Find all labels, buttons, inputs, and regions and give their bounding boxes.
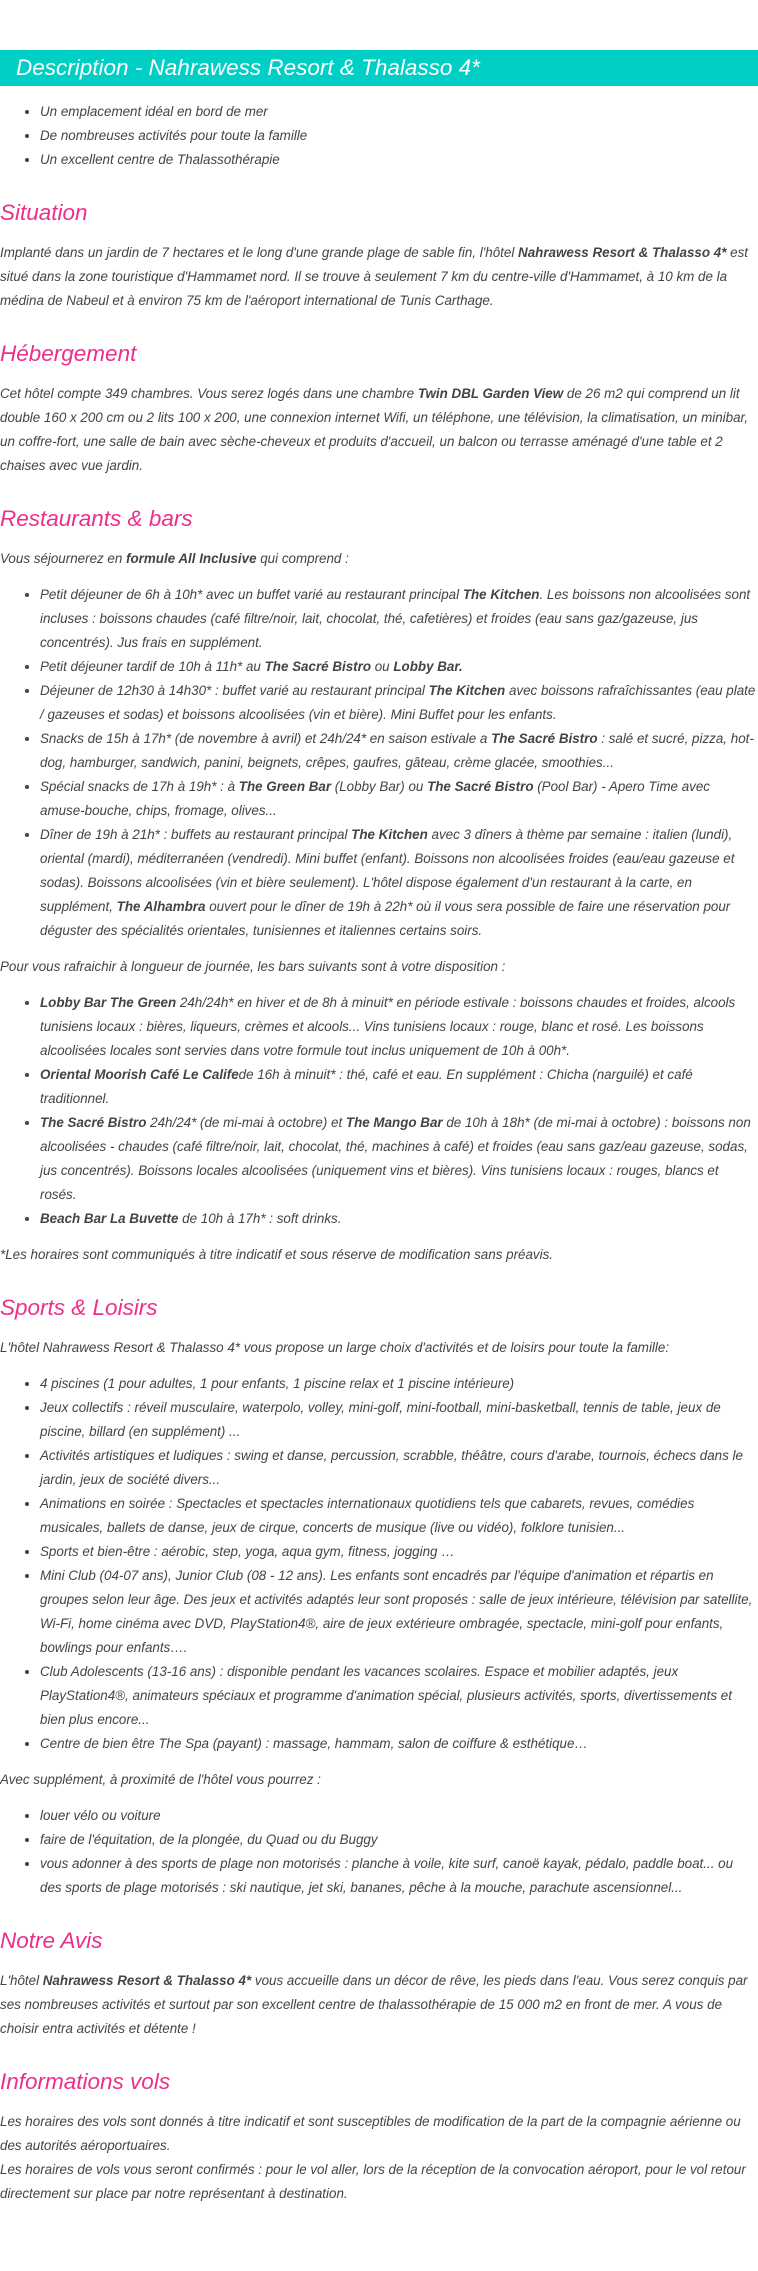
section-heading-restaurants-bars: Restaurants & bars bbox=[0, 506, 193, 531]
list-item: • Sports et bien-être : aérobic, step, yoga, aqua gym, fitness, jogging … bbox=[40, 1540, 758, 1564]
list-item: • louer vélo ou voiture bbox=[40, 1804, 758, 1828]
list-item: • Petit déjeuner de 6h à 10h* avec un buffet varié au restaurant principal The Kitchen. Les boissons non alcoolisées sont incluses : boissons chaudes (café filtre/noir, lait, chocolat, thé, cafetières) et froides (eau sans gaz/gazeuse, jus concentrés). Jus frais en supplément. bbox=[40, 583, 758, 655]
list-item: • Snacks de 15h à 17h* (de novembre à avril) et 24h/24* en saison estivale a The Sacré Bistro : salé et sucré, pizza, hot-dog, hamburger, sandwich, panini, beignets, crêpes, gaufres, gâteau, crème glacée, smoothies... bbox=[40, 727, 758, 775]
section-heading-notre-avis: Notre Avis bbox=[0, 1928, 103, 1953]
section-situation bbox=[0, 198, 758, 313]
highlight-item: • Un emplacement idéal en bord de mer bbox=[40, 100, 758, 124]
section-heading-situation: Situation bbox=[0, 200, 88, 225]
list-item: • Activités artistiques et ludiques : swing et danse, percussion, scrabble, théâtre, cours d'arabe, tournois, échecs dans le jardin, jeux de société divers... bbox=[40, 1444, 758, 1492]
list-item: • Beach Bar La Buvette de 10h à 17h* : soft drinks. bbox=[40, 1207, 758, 1231]
bullet-list bbox=[0, 583, 758, 943]
content-sections bbox=[0, 198, 758, 2206]
list-item: • Animations en soirée : Spectacles et spectacles internationaux quotidiens tels que cabarets, revues, comédies musicales, ballets de danse, jeux de cirque, concerts de musique (live ou vidéo), folklore tunisien... bbox=[40, 1492, 758, 1540]
list-item: • Lobby Bar The Green 24h/24h* en hiver et de 8h à minuit* en période estivale : boissons chaudes et froides, alcools tunisiens locaux : bières, liqueurs, crèmes et alcools... Vins tunisiens locaux : rouge, blanc et rosé. Les boissons alcoolisées locales sont servies dans votre formule tout inclus uniquement de 10h à 00h*. bbox=[40, 991, 758, 1063]
highlight-item: • Un excellent centre de Thalassothérapie bbox=[40, 148, 758, 172]
list-item: • The Sacré Bistro 24h/24* (de mi-mai à octobre) et The Mango Bar de 10h à 18h* (de mi-mai à octobre) : boissons non alcoolisées - chaudes (café filtre/noir, lait, chocolat, thé, machines à café) et froides (eau sans gaz/eau gazeuse, sodas, jus concentrés). Boissons locales alcoolisées (uniquement vins et bières). Vins tunisiens locaux : rouges, blancs et rosés. bbox=[40, 1111, 758, 1207]
paragraph: Avec supplément, à proximité de l'hôtel vous pourrez : bbox=[0, 1772, 321, 1787]
paragraph: *Les horaires sont communiqués à titre indicatif et sous réserve de modification sans préavis. bbox=[0, 1247, 554, 1262]
paragraph: Cet hôtel compte 349 chambres. Vous serez logés dans une chambre Twin DBL Garden View de 26 m2 qui comprend un lit double 160 x 200 cm ou 2 lits 100 x 200, une connexion internet Wifi, un téléphone, une télévision, la climatisation, un minibar, un coffre-fort, une salle de bain avec sèche-cheveux et produits d'accueil, un balcon ou terrasse aménagé d'une table et 2 chaises avec vue jardin. bbox=[0, 386, 748, 473]
highlights-list bbox=[0, 100, 758, 172]
section-hebergement bbox=[0, 339, 758, 478]
list-item: • 4 piscines (1 pour adultes, 1 pour enfants, 1 piscine relax et 1 piscine intérieure) bbox=[40, 1372, 758, 1396]
paragraph: Vous séjournerez en formule All Inclusive qui comprend : bbox=[0, 551, 349, 566]
section-restaurants-bars bbox=[0, 504, 758, 1267]
section-heading-hebergement: Hébergement bbox=[0, 341, 137, 366]
highlight-item: • De nombreuses activités pour toute la famille bbox=[40, 124, 758, 148]
bullet-list bbox=[0, 991, 758, 1231]
bullet-list bbox=[0, 1804, 758, 1900]
list-item: • Club Adolescents (13-16 ans) : disponible pendant les vacances scolaires. Espace et mobilier adaptés, jeux PlayStation4®, animateurs spéciaux et programme d'animation spécial, plusieurs activités, sports, divertissements et bien plus encore... bbox=[40, 1660, 758, 1732]
section-informations-vols bbox=[0, 2067, 758, 2206]
section-notre-avis bbox=[0, 1926, 758, 2041]
paragraph: Les horaires des vols sont donnés à titre indicatif et sont susceptibles de modification de la part de la compagnie aérienne ou des autorités aéroportuaires. Les horaires de vols vous seront confirmés : pour le vol aller, lors de la réception de la convocation aéroport, pour le vol retour directement sur place par notre représentant à destination. bbox=[0, 2114, 746, 2201]
list-item: • vous adonner à des sports de plage non motorisés : planche à voile, kite surf, canoë kayak, pédalo, paddle boat... ou des sports de plage motorisés : ski nautique, jet ski, bananes, pêche à la mouche, parachute ascensionnel... bbox=[40, 1852, 758, 1900]
section-sports-loisirs bbox=[0, 1293, 758, 1900]
paragraph: Implanté dans un jardin de 7 hectares et le long d'une grande plage de sable fin, l'hôtel Nahrawess Resort & Thalasso 4* est situé dans la zone touristique d'Hammamet nord. Il se trouve à seulement 7 km du centre-ville d'Hammamet, à 10 km de la médina de Nabeul et à environ 75 km de l'aéroport international de Tunis Carthage. bbox=[0, 245, 749, 308]
page-title: Description - Nahrawess Resort & Thalasso 4* bbox=[0, 50, 758, 86]
list-item: • Dîner de 19h à 21h* : buffets au restaurant principal The Kitchen avec 3 dîners à thème par semaine : italien (lundi), oriental (mardi), méditerranéen (vendredi). Mini buffet (enfant). Boissons non alcoolisées froides (eau/eau gazeuse et sodas). Boissons alcoolisées (vin et bière seulement). L'hôtel dispose également d'un restaurant à la carte, en supplément, The Alhambra ouvert pour le dîner de 19h à 22h* où il vous sera possible de faire une réservation pour déguster des spécialités orientales, tunisiennes et italiennes certains soirs. bbox=[40, 823, 758, 943]
section-heading-sports-loisirs: Sports & Loisirs bbox=[0, 1295, 158, 1320]
list-item: • faire de l'équitation, de la plongée, du Quad ou du Buggy bbox=[40, 1828, 758, 1852]
section-heading-informations-vols: Informations vols bbox=[0, 2069, 171, 2094]
list-item: • Jeux collectifs : réveil musculaire, waterpolo, volley, mini-golf, mini-football, mini-basketball, tennis de table, jeux de piscine, billard (en supplément) ... bbox=[40, 1396, 758, 1444]
list-item: • Déjeuner de 12h30 à 14h30* : buffet varié au restaurant principal The Kitchen avec boissons rafraîchissantes (eau plate / gazeuses et sodas) et boissons alcoolisées (vin et bière). Mini Buffet pour les enfants. bbox=[40, 679, 758, 727]
paragraph: L'hôtel Nahrawess Resort & Thalasso 4* vous accueille dans un décor de rêve, les pieds dans l'eau. Vous serez conquis par ses nombreuses activités et surtout par son excellent centre de thalassothérapie de 15 000 m2 en front de mer. A vous de choisir entra activités et détente ! bbox=[0, 1973, 748, 2036]
list-item: • Petit déjeuner tardif de 10h à 11h* au The Sacré Bistro ou Lobby Bar. bbox=[40, 655, 758, 679]
paragraph: Pour vous rafraichir à longueur de journée, les bars suivants sont à votre disposition : bbox=[0, 959, 506, 974]
bullet-list bbox=[0, 1372, 758, 1756]
list-item: • Mini Club (04-07 ans), Junior Club (08 - 12 ans). Les enfants sont encadrés par l'équipe d'animation et répartis en groupes selon leur âge. Des jeux et activités adaptés leur sont proposés : salle de jeux intérieure, télévision par satellite, Wi-Fi, home cinéma avec DVD, PlayStation4®, aire de jeux extérieure ombragée, spectacle, mini-golf pour enfants, bowlings pour enfants…. bbox=[40, 1564, 758, 1660]
list-item: • Centre de bien être The Spa (payant) : massage, hammam, salon de coiffure & esthétique… bbox=[40, 1732, 758, 1756]
paragraph: L'hôtel Nahrawess Resort & Thalasso 4* vous propose un large choix d'activités et de loisirs pour toute la famille: bbox=[0, 1340, 670, 1355]
list-item: • Oriental Moorish Café Le Califede 16h à minuit* : thé, café et eau. En supplément : Chicha (narguilé) et café traditionnel. bbox=[40, 1063, 758, 1111]
list-item: • Spécial snacks de 17h à 19h* : à The Green Bar (Lobby Bar) ou The Sacré Bistro (Pool Bar) - Apero Time avec amuse-bouche, chips, fromage, olives... bbox=[40, 775, 758, 823]
